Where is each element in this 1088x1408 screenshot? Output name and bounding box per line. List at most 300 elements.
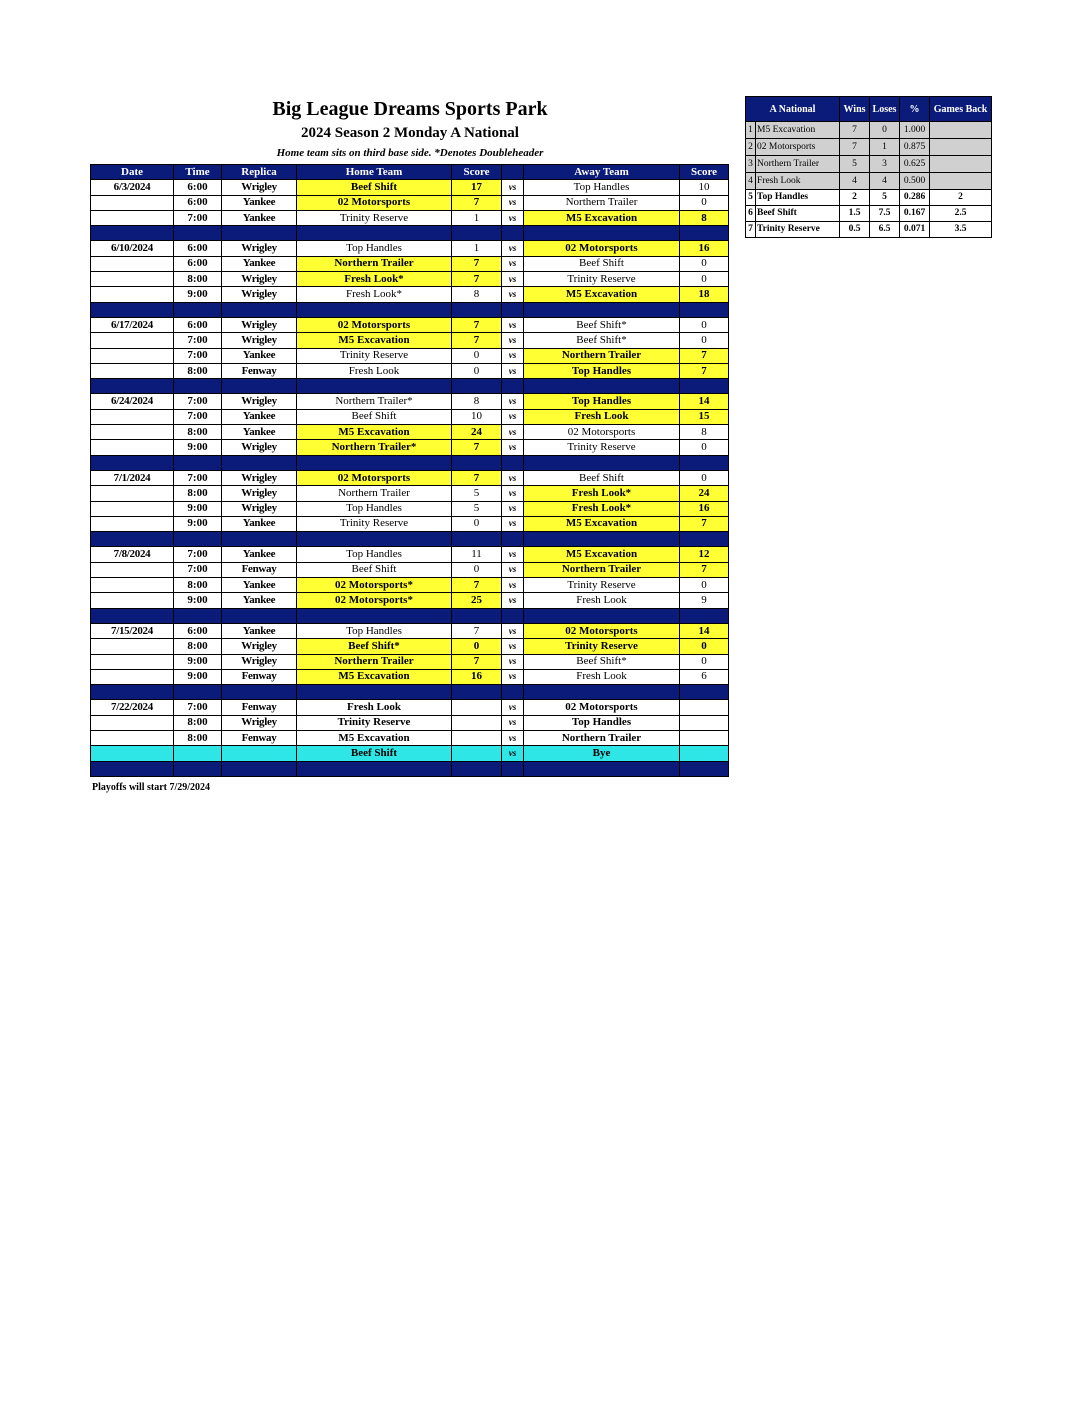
game-replica: Yankee [222,623,297,638]
game-replica: Wrigley [222,440,297,455]
away-score: 14 [680,623,729,638]
game-time: 8:00 [174,486,222,501]
away-score: 24 [680,486,729,501]
home-score: 7 [452,195,502,210]
week-separator [91,608,729,623]
game-replica: Fenway [222,669,297,684]
away-team: Fresh Look* [524,486,680,501]
home-score: 0 [452,363,502,378]
game-date [91,746,174,761]
away-team: M5 Excavation [524,210,680,225]
game-date: 7/1/2024 [91,470,174,485]
home-team: Northern Trailer* [297,394,452,409]
standing-games-back [930,139,992,156]
home-score [452,700,502,715]
home-score: 5 [452,486,502,501]
game-row [91,486,729,501]
standing-loses: 6.5 [870,222,900,238]
away-team: Beef Shift* [524,333,680,348]
away-team: Beef Shift* [524,654,680,669]
game-replica: Yankee [222,578,297,593]
home-team: M5 Excavation [297,669,452,684]
away-team: Top Handles [524,394,680,409]
game-date [91,409,174,424]
separator-cell [174,455,222,470]
game-row [91,516,729,531]
game-replica: Yankee [222,210,297,225]
standing-pct: 0.500 [900,173,930,190]
standing-pct: 0.071 [900,222,930,238]
standings-row [746,190,992,206]
separator-cell [452,608,502,623]
column-header: Home Team [297,165,452,180]
game-time: 8:00 [174,363,222,378]
game-date: 7/15/2024 [91,623,174,638]
home-score [452,746,502,761]
game-replica: Fenway [222,562,297,577]
away-team: Beef Shift* [524,317,680,332]
home-score: 0 [452,562,502,577]
home-team: 02 Motorsports [297,470,452,485]
standings-header: Games Back [930,97,992,122]
standing-loses: 1 [870,139,900,156]
game-date [91,669,174,684]
standing-pct: 0.625 [900,156,930,173]
separator-cell [174,226,222,241]
away-team: Bye [524,746,680,761]
separator-cell [91,302,174,317]
away-team: Top Handles [524,180,680,195]
separator-cell [174,608,222,623]
away-score: 12 [680,547,729,562]
game-replica [222,746,297,761]
away-team: Trinity Reserve [524,578,680,593]
separator-cell [222,455,297,470]
game-date [91,348,174,363]
game-date [91,363,174,378]
separator-cell [297,532,452,547]
game-replica: Yankee [222,256,297,271]
game-date [91,272,174,287]
vs-label: vs [502,746,524,761]
game-time [174,746,222,761]
standings-header: Wins [840,97,870,122]
standing-games-back [930,173,992,190]
game-date [91,654,174,669]
separator-cell [91,226,174,241]
standing-team: Beef Shift [756,206,840,222]
home-score: 10 [452,409,502,424]
standing-rank: 6 [746,206,756,222]
game-time: 9:00 [174,654,222,669]
away-score: 7 [680,516,729,531]
standing-team: Trinity Reserve [756,222,840,238]
vs-label: vs [502,195,524,210]
game-replica: Wrigley [222,501,297,516]
game-replica: Wrigley [222,654,297,669]
game-row [91,562,729,577]
week-separator [91,455,729,470]
game-date [91,730,174,745]
game-replica: Yankee [222,195,297,210]
home-score: 7 [452,578,502,593]
home-score: 7 [452,470,502,485]
separator-cell [452,379,502,394]
game-row [91,272,729,287]
vs-label: vs [502,547,524,562]
standings-table [745,96,992,238]
away-team: Northern Trailer [524,195,680,210]
game-row [91,317,729,332]
separator-cell [502,761,524,776]
separator-cell [222,226,297,241]
game-date: 6/17/2024 [91,317,174,332]
vs-label: vs [502,470,524,485]
separator-cell [680,608,729,623]
home-score: 8 [452,287,502,302]
playoffs-note: Playoffs will start 7/29/2024 [92,782,211,793]
away-team: M5 Excavation [524,516,680,531]
standing-wins: 7 [840,122,870,139]
separator-cell [502,226,524,241]
away-team: Fresh Look [524,593,680,608]
separator-cell [680,379,729,394]
game-time: 8:00 [174,730,222,745]
game-date [91,195,174,210]
standing-wins: 7 [840,139,870,156]
separator-cell [680,532,729,547]
vs-label: vs [502,272,524,287]
game-replica: Wrigley [222,486,297,501]
standings-header: A National [746,97,840,122]
game-date [91,287,174,302]
separator-cell [524,685,680,700]
game-row [91,669,729,684]
game-replica: Wrigley [222,394,297,409]
away-team: 02 Motorsports [524,700,680,715]
game-date [91,593,174,608]
separator-cell [680,226,729,241]
separator-cell [297,685,452,700]
vs-label: vs [502,639,524,654]
away-score: 7 [680,363,729,378]
away-score: 6 [680,669,729,684]
home-team: Northern Trailer [297,256,452,271]
home-score: 7 [452,333,502,348]
game-row [91,639,729,654]
away-score: 9 [680,593,729,608]
separator-cell [222,379,297,394]
home-score: 16 [452,669,502,684]
home-team: 02 Motorsports* [297,593,452,608]
home-team: M5 Excavation [297,425,452,440]
standing-pct: 1.000 [900,122,930,139]
standing-team: Top Handles [756,190,840,206]
standing-rank: 4 [746,173,756,190]
away-score: 14 [680,394,729,409]
game-date: 6/10/2024 [91,241,174,256]
bye-row [91,746,729,761]
game-time: 8:00 [174,639,222,654]
standings-header: % [900,97,930,122]
game-replica: Yankee [222,593,297,608]
separator-cell [680,455,729,470]
game-row [91,654,729,669]
standing-wins: 1.5 [840,206,870,222]
game-time: 6:00 [174,623,222,638]
standing-team: Fresh Look [756,173,840,190]
home-score: 24 [452,425,502,440]
game-row [91,241,729,256]
game-row [91,210,729,225]
game-date [91,210,174,225]
separator-cell [91,761,174,776]
home-team: Fresh Look [297,700,452,715]
game-date [91,486,174,501]
home-score: 0 [452,516,502,531]
separator-cell [680,761,729,776]
game-time: 8:00 [174,425,222,440]
standing-team: M5 Excavation [756,122,840,139]
home-team: Beef Shift [297,180,452,195]
vs-label: vs [502,593,524,608]
game-date: 7/8/2024 [91,547,174,562]
game-replica: Yankee [222,547,297,562]
week-separator [91,302,729,317]
home-team: Beef Shift [297,409,452,424]
column-header: Score [452,165,502,180]
game-replica: Yankee [222,348,297,363]
away-score: 18 [680,287,729,302]
vs-label: vs [502,241,524,256]
home-team: Top Handles [297,501,452,516]
standing-wins: 4 [840,173,870,190]
column-header: Replica [222,165,297,180]
page-subtitle: 2024 Season 2 Monday A National [301,125,519,141]
vs-label: vs [502,730,524,745]
game-replica: Wrigley [222,241,297,256]
game-date [91,256,174,271]
away-score: 16 [680,241,729,256]
game-replica: Wrigley [222,272,297,287]
game-time: 7:00 [174,333,222,348]
game-row [91,333,729,348]
separator-cell [222,761,297,776]
game-time: 6:00 [174,256,222,271]
standings-header: Loses [870,97,900,122]
column-header: Score [680,165,729,180]
home-score: 25 [452,593,502,608]
separator-cell [502,685,524,700]
standing-loses: 4 [870,173,900,190]
standing-games-back: 3.5 [930,222,992,238]
game-time: 8:00 [174,272,222,287]
home-team: Northern Trailer [297,654,452,669]
game-row [91,470,729,485]
home-score: 0 [452,639,502,654]
home-score: 7 [452,272,502,287]
game-time: 6:00 [174,180,222,195]
standings-row [746,206,992,222]
home-team: Northern Trailer [297,486,452,501]
game-replica: Fenway [222,363,297,378]
page-title: Big League Dreams Sports Park [272,98,548,120]
separator-cell [174,685,222,700]
game-time: 6:00 [174,195,222,210]
header-note: Home team sits on third base side. *Denotes Doubleheader [276,147,544,159]
vs-label: vs [502,394,524,409]
away-score: 0 [680,470,729,485]
home-score: 7 [452,256,502,271]
game-replica: Wrigley [222,715,297,730]
game-replica: Wrigley [222,180,297,195]
home-score: 11 [452,547,502,562]
game-row [91,425,729,440]
separator-cell [524,455,680,470]
away-score: 0 [680,195,729,210]
separator-cell [91,379,174,394]
away-score: 15 [680,409,729,424]
game-time: 9:00 [174,516,222,531]
home-score [452,730,502,745]
vs-label: vs [502,715,524,730]
away-team: 02 Motorsports [524,623,680,638]
game-date [91,639,174,654]
standing-loses: 0 [870,122,900,139]
away-team: Beef Shift [524,256,680,271]
week-separator [91,761,729,776]
standing-games-back [930,122,992,139]
separator-cell [297,226,452,241]
away-score: 8 [680,210,729,225]
separator-cell [91,532,174,547]
game-row [91,730,729,745]
away-score [680,715,729,730]
standing-wins: 0.5 [840,222,870,238]
away-score: 0 [680,654,729,669]
home-score: 7 [452,654,502,669]
away-score: 8 [680,425,729,440]
game-time: 8:00 [174,715,222,730]
game-row [91,409,729,424]
column-header: Away Team [524,165,680,180]
separator-cell [222,685,297,700]
separator-cell [524,302,680,317]
game-row [91,700,729,715]
vs-label: vs [502,348,524,363]
standings-row [746,122,992,139]
home-team: Top Handles [297,623,452,638]
standing-team: Northern Trailer [756,156,840,173]
home-team: Top Handles [297,241,452,256]
schedule-table [90,164,729,777]
separator-cell [452,302,502,317]
vs-label: vs [502,180,524,195]
week-separator [91,532,729,547]
away-score: 16 [680,501,729,516]
vs-label: vs [502,669,524,684]
game-row [91,180,729,195]
home-score: 1 [452,210,502,225]
game-date [91,516,174,531]
vs-label: vs [502,210,524,225]
separator-cell [297,455,452,470]
game-date [91,440,174,455]
separator-cell [680,302,729,317]
game-time: 6:00 [174,241,222,256]
away-team: Fresh Look [524,409,680,424]
separator-cell [222,302,297,317]
game-replica: Wrigley [222,333,297,348]
home-team: M5 Excavation [297,333,452,348]
game-row [91,501,729,516]
game-replica: Wrigley [222,639,297,654]
standing-wins: 2 [840,190,870,206]
separator-cell [524,761,680,776]
vs-label: vs [502,409,524,424]
away-team: 02 Motorsports [524,241,680,256]
separator-cell [502,608,524,623]
standing-rank: 7 [746,222,756,238]
vs-label: vs [502,516,524,531]
standing-games-back: 2.5 [930,206,992,222]
separator-cell [297,761,452,776]
away-score: 7 [680,348,729,363]
standing-games-back [930,156,992,173]
column-header: Time [174,165,222,180]
home-team: Northern Trailer* [297,440,452,455]
standing-pct: 0.875 [900,139,930,156]
separator-cell [524,226,680,241]
game-row [91,547,729,562]
separator-cell [91,455,174,470]
separator-cell [680,685,729,700]
away-team: Northern Trailer [524,348,680,363]
standing-loses: 5 [870,190,900,206]
away-score [680,746,729,761]
away-team: Top Handles [524,363,680,378]
away-team: Top Handles [524,715,680,730]
game-replica: Wrigley [222,470,297,485]
home-score: 5 [452,501,502,516]
game-time: 7:00 [174,210,222,225]
separator-cell [452,532,502,547]
game-time: 7:00 [174,700,222,715]
separator-cell [524,379,680,394]
away-team: Trinity Reserve [524,272,680,287]
standing-wins: 5 [840,156,870,173]
game-date [91,425,174,440]
schedule-header-row [91,165,729,180]
separator-cell [452,685,502,700]
game-time: 7:00 [174,547,222,562]
home-team: Trinity Reserve [297,516,452,531]
home-score [452,715,502,730]
game-time: 7:00 [174,409,222,424]
home-team: Beef Shift [297,746,452,761]
standing-games-back: 2 [930,190,992,206]
away-team: Beef Shift [524,470,680,485]
separator-cell [502,455,524,470]
away-score: 0 [680,256,729,271]
separator-cell [502,302,524,317]
home-score: 0 [452,348,502,363]
game-time: 7:00 [174,394,222,409]
home-team: 02 Motorsports [297,195,452,210]
away-score [680,730,729,745]
game-row [91,348,729,363]
separator-cell [91,685,174,700]
